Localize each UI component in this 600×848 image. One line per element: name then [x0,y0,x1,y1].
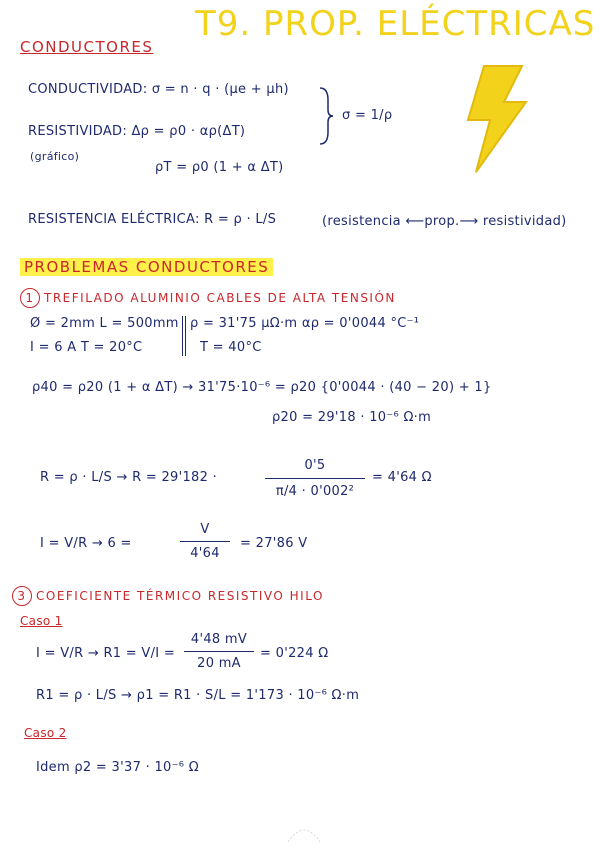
problem-3-title: COEFICIENTE TÉRMICO RESISTIVO HILO [36,589,324,603]
p1-eq4-fraction-bar [180,541,230,542]
p1-eq3-numerator: 0'5 [304,458,326,473]
p1-eq4-left: I = V/R → 6 = [40,536,132,551]
resistividad-line: RESISTIVIDAD: Δρ = ρ0 · αρ(ΔT) [28,124,246,139]
resistencia-line: RESISTENCIA ELÉCTRICA: R = ρ · L/S [28,212,277,227]
section-heading-problemas: PROBLEMAS CONDUCTORES [20,258,273,276]
double-bar-divider [182,316,186,356]
p1-eq3-result: = 4'64 Ω [372,470,432,485]
p1-eq3-fraction-bar [265,478,365,479]
p3-c1-eq1-fraction-bar [184,651,254,652]
problem-3-heading [12,586,324,606]
p1-eq4-numerator: V [200,522,210,537]
rho-t-formula: ρT = ρ0 (1 + α ΔT) [155,160,284,175]
p1-eq2: ρ20 = 29'18 · 10⁻⁶ Ω·m [272,410,432,425]
section-heading-conductores: CONDUCTORES [20,38,154,56]
right-brace-icon [318,86,334,146]
p1-data-line2: I = 6 A T = 20°C [30,340,143,355]
section-heading-problemas-wrap [20,258,273,276]
p3-c1-eq1-numerator: 4'48 mV [190,632,248,647]
p1-eq3-left: R = ρ · L/S → R = 29'182 · [40,470,218,485]
p1-eq3-denominator: π/4 · 0'002² [275,484,355,499]
sigma-relation: σ = 1/ρ [342,108,393,123]
p1-data-line2b: T = 40°C [200,340,262,355]
p1-data-line1: Ø = 2mm L = 500mm [30,316,179,331]
faint-mark [284,816,324,846]
p1-eq1: ρ40 = ρ20 (1 + α ΔT) → 31'75·10⁻⁶ = ρ20 {0'0044 · (40 − 20) + 1} [32,380,492,395]
problem-3-number: 3 [12,586,32,606]
problem-1-title: TREFILADO ALUMINIO CABLES DE ALTA TENSIÓN [44,291,396,305]
p3-c2-eq: Idem ρ2 = 3'37 · 10⁻⁶ Ω [36,760,199,775]
resistencia-note: (resistencia ⟵prop.⟶ resistividad) [322,214,567,229]
p3-c1-eq1-left: I = V/R → R1 = V/I = [36,646,176,661]
p3-c1-eq1-denominator: 20 mA [197,656,241,671]
p1-eq4-denominator: 4'64 [190,546,220,561]
conductividad-line: CONDUCTIVIDAD: σ = n · q · (μe + μh) [28,82,289,97]
page-title: T9. PROP. ELÉCTRICAS [195,4,596,44]
p1-data-line1b: ρ = 31'75 μΩ·m αρ = 0'0044 °C⁻¹ [190,316,420,331]
caso-1-label: Caso 1 [20,614,63,628]
p3-c1-eq2: R1 = ρ · L/S → ρ1 = R1 · S/L = 1'173 · 10⁻⁶ Ω·m [36,688,360,703]
lightning-bolt-icon [462,64,532,174]
p1-eq4-result: = 27'86 V [240,536,308,551]
caso-2-label: Caso 2 [24,726,67,740]
problem-1-number: 1 [20,288,40,308]
p3-c1-eq1-result: = 0'224 Ω [260,646,329,661]
grafico-note: (gráfico) [30,150,80,163]
problem-1-heading [20,288,396,308]
